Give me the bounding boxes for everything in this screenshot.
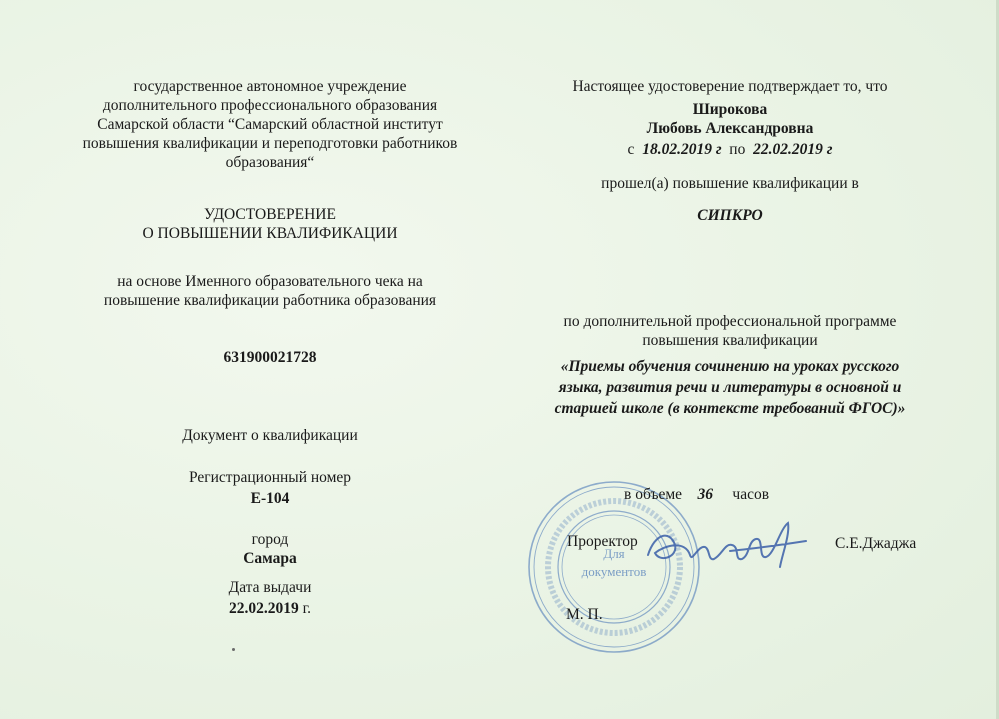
check-number: 631900021728	[223, 349, 317, 366]
signatory-name: С.Е.Джаджа	[835, 535, 917, 552]
holder-name: Любовь Александровна	[646, 120, 814, 137]
hours-count: 36	[697, 486, 714, 503]
issue-date-label: Дата выдачи	[228, 579, 312, 596]
program-title-line-2: языка, развития речи и литературы в основной и	[558, 379, 902, 396]
period-from-prefix: с	[627, 141, 635, 158]
institution-line-1: государственное автономное учреждение	[133, 78, 407, 95]
document-title-line-1: УДОСТОВЕРЕНИЕ	[204, 206, 336, 223]
issue-date-row	[60, 599, 480, 618]
issue-date: 22.02.2019	[228, 600, 299, 617]
paper-speck	[232, 648, 235, 651]
date-to: 22.02.2019 г	[753, 141, 833, 158]
institution-line-4: повышения квалификации и переподготовки работников	[82, 135, 458, 152]
holder-surname: Широкова	[692, 101, 768, 118]
stamp-text-line-2: документов	[581, 564, 647, 579]
institution-line-3: Самарской области “Самарский областной институт	[97, 116, 443, 133]
seal-place-label: М. П.	[566, 606, 603, 623]
hours-label: часов	[732, 486, 770, 503]
document-title-line-2: О ПОВЫШЕНИИ КВАЛИФИКАЦИИ	[142, 225, 398, 242]
institution-line-5: образования“	[225, 154, 315, 171]
training-period	[515, 140, 945, 159]
program-intro-line-2: повышения квалификации	[642, 332, 818, 349]
program-title-line-1: «Приемы обучения сочинению на уроках русского	[560, 358, 900, 375]
basis-line-1: на основе Именного образовательного чека на	[117, 273, 423, 290]
city-label: город	[251, 531, 289, 548]
signatory-position: Проректор	[567, 533, 638, 550]
qualification-doc-label: Документ о квалификации	[182, 427, 358, 444]
program-intro-line-1: по дополнительной профессиональной программе	[563, 313, 897, 330]
period-to-prefix: по	[729, 141, 746, 158]
handwritten-signature	[630, 515, 820, 585]
institution-line-2: дополнительного профессионального образования	[102, 97, 438, 114]
program-title-line-3: старшей школе (в контексте требований ФГОС)»	[554, 400, 906, 417]
date-from: 18.02.2019 г	[642, 141, 722, 158]
issue-date-suffix: г.	[302, 600, 312, 617]
basis-line-2: повышение квалификации работника образования	[103, 292, 437, 309]
reg-number: Е-104	[250, 490, 290, 507]
passed-text: прошел(а) повышение квалификации в	[601, 175, 859, 192]
volume-prefix: в объеме	[624, 486, 683, 503]
reg-number-label: Регистрационный номер	[188, 469, 352, 486]
volume-row	[624, 485, 769, 504]
stamp-text-line-1: Для	[603, 546, 625, 561]
organization-name: СИПКРО	[697, 207, 763, 224]
intro-text: Настоящее удостоверение подтверждает то, что	[572, 78, 888, 95]
city-name: Самара	[243, 550, 297, 567]
